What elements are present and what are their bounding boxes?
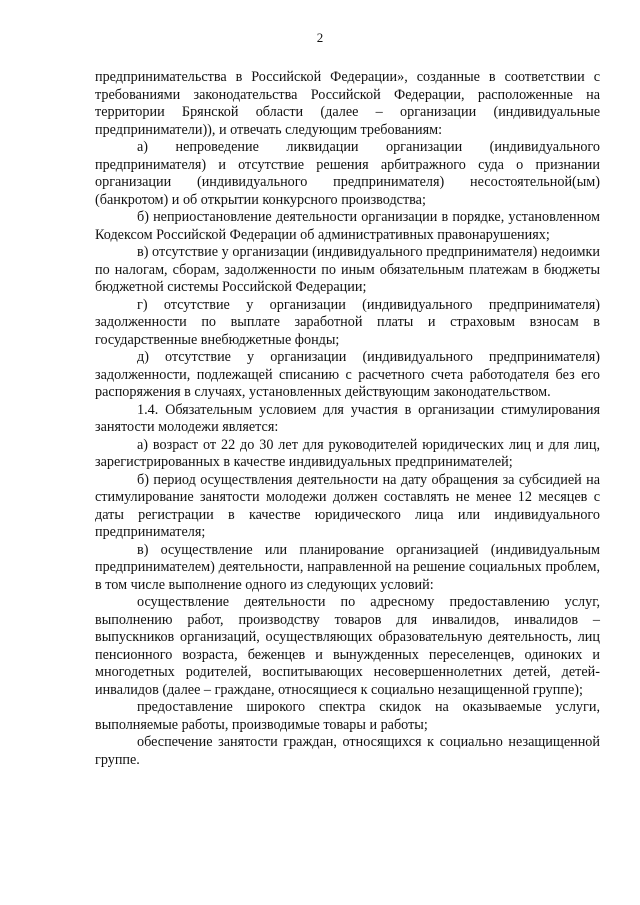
paragraph-requirement-v: в) отсутствие у организации (индивидуального предпринимателя) недоимки по налогам, сборам, задолженности по иным обязательным платежам в бюджеты бюджетной системы Российской Федерации; (95, 244, 600, 295)
paragraph-intro-continuation: предпринимательства в Российской Федерации», созданные в соответствии с требованиями законодательства Российской Федерации, расположенные на территории Брянской области (далее – организации (индивидуальные предприниматели)), и отвечать следующим требованиям: (95, 69, 600, 138)
paragraph-requirement-b: б) неприостановление деятельности организации в порядке, установленном Кодексом Российской Федерации об административных правонарушениях; (95, 209, 600, 243)
paragraph-condition-v: в) осуществление или планирование организацией (индивидуальным предпринимателем) деятельности, направленной на решение социальных проблем, в том числе выполнение одного из следующих условий: (95, 541, 600, 593)
paragraph-condition-b: б) период осуществления деятельности на дату обращения за субсидией на стимулирование занятости молодежи должен составлять не менее 12 месяцев с даты регистрации в качестве юридического лица или индивидуального предпринимателя; (95, 471, 600, 540)
paragraph-requirement-g: г) отсутствие у организации (индивидуального предпринимателя) задолженности по выплате заработной платы и страховым взносам в государственные внебюджетные фонды; (95, 296, 600, 348)
paragraph-requirement-d: д) отсутствие у организации (индивидуального предпринимателя) задолженности, подлежащей списанию с расчетного счета работодателя без его распоряжения в случаях, установленных действующим законодательством. (95, 349, 600, 400)
paragraph-section-1-4: 1.4. Обязательным условием для участия в организации стимулирования занятости молодежи является: (95, 401, 600, 435)
page-number: 2 (316, 30, 324, 45)
paragraph-condition-a: а) возраст от 22 до 30 лет для руководителей юридических лиц и для лиц, зарегистрированных в качестве индивидуальных предпринимателей; (95, 436, 600, 470)
paragraph-condition-employment: обеспечение занятости граждан, относящихся к социально незащищенной группе. (95, 734, 600, 768)
paragraph-requirement-a: а) непроведение ликвидации организации (индивидуального предпринимателя) и отсутствие решения арбитражного суда о признании организации (индивидуального предпринимателя) несостоятельной(ым) (банкротом) и об открытии конкурсного производства; (95, 139, 600, 208)
paragraph-condition-services: осуществление деятельности по адресному предоставлению услуг, выполнению работ, производству товаров для инвалидов, инвалидов – выпускников организаций, осуществляющих образовательную деятельность, лиц пенсионного возраста, беженцев и вынужденных переселенцев, одиноких и многодетных родителей, воспитывающих несовершеннолетних детей, детей-инвалидов (далее – граждане, относящиеся к социально незащищенной группе); (95, 594, 600, 698)
document-body (95, 69, 600, 769)
paragraph-condition-discounts: предоставление широкого спектра скидок на оказываемые услуги, выполняемые работы, производимые товары и работы; (95, 699, 600, 733)
